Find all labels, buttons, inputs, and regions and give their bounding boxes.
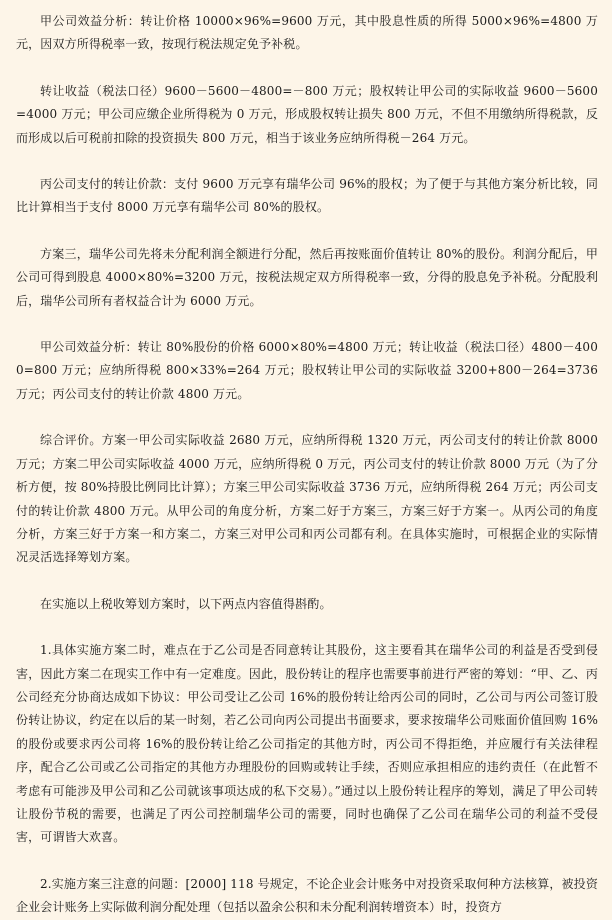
- paragraph-gap: [16, 313, 598, 336]
- paragraph-bing-payment: 丙公司支付的转让价款：支付 9600 万元享有瑞华公司 96%的股权；为了便于与其他方案分析比较，同比计算相当于支付 8000 万元享有瑞华公司 80%的股权。: [16, 177, 598, 215]
- paragraph-gap: [16, 150, 598, 173]
- paragraph-transfer-income: 转让收益（税法口径）9600－5600－4800=－800 万元；股权转让甲公司的实际收益 9600－5600=4000 万元；甲公司应缴企业所得税为 0 万元，形成股权转让损失 800 万元，不但不用缴纳所得税款，反而形成以后可税前扣除的投资损失 800 万元，相当于该业务应纳所得税－264 万元。: [16, 83, 598, 145]
- paragraph-gap: [16, 616, 598, 639]
- paragraph-gap: [16, 406, 598, 429]
- paragraph-note-one: 1.具体实施方案二时，难点在于乙公司是否同意转让其股份，这主要看其在瑞华公司的利益是否受到侵害，因此方案二在现实工作中有一定难度。因此，股份转让的程序也需要事前进行严密的筹划：“甲、乙、丙公司经充分协商达成如下协议：甲公司受让乙公司 16%的股份转让给丙公司的同时，乙公司与丙公司签订股份转让协议，约定在以后的某一时刻，若乙公司向丙公司提出书面要求，要求按瑞华公司账面价值回购 16%的股份或要求丙公司将 16%的股份转让给乙公司指定的其他方时，丙公司不得拒绝，并应履行有关法律程序，配合乙公司或乙公司指定的其他方办理股份的回购或转让手续，否则应承担相应的违约责任（在此暂不考虑有可能涉及甲公司和乙公司就该事项达成的私下交易）。”通过以上股份转让程序的筹划，满足了甲公司转让股份节税的需要，也满足了丙公司控制瑞华公司的需要，同时也确保了乙公司在瑞华公司的利益不受侵害，可谓皆大欢喜。: [16, 643, 598, 845]
- paragraph-gap: [16, 850, 598, 873]
- paragraph-jia-benefit-analysis-2: 甲公司效益分析：转让 80%股份的价格 6000×80%=4800 万元；转让收益（税法口径）4800－4000=800 万元；应纳所得税 800×33%=264 万元；股权转让甲公司的实际收益 3200+800－264=3736 万元；丙公司支付的转让价款 4800 万元。: [16, 340, 598, 401]
- paragraph-gap: [16, 57, 598, 80]
- paragraph-plan-three: 方案三，瑞华公司先将未分配利润全额进行分配，然后再按账面价值转让 80%的股份。利润分配后，甲公司可得到股息 4000×80%=3200 万元，按税法规定双方所得税率一致，分得的股息免予补税。分配股利后，瑞华公司所有者权益合计为 6000 万元。: [16, 246, 598, 308]
- paragraph-overall-evaluation: 综合评价。方案一甲公司实际收益 2680 万元，应纳所得税 1320 万元，丙公司支付的转让价款 8000 万元；方案二甲公司实际收益 4000 万元，应纳所得税 0 万元，丙公司支付的转让价款 8000 万元（为了分析方便，按 80%持股比例同比计算）；方案三甲公司实际收益 3736 万元，应纳所得税 264 万元；丙公司支付的转让价款 4800 万元。从甲公司的角度分析，方案二好于方案三，方案三好于方案一。从丙公司的角度分析，方案三好于方案一和方案二，方案三对甲公司和丙公司都有利。在具体实施时，可根据企业的实际情况灵活选择筹划方案。: [16, 433, 598, 565]
- paragraph-note-two: 2.实施方案三注意的问题：[2000] 118 号规定，不论企业会计账务中对投资采取何种方法核算，被投资企业会计账务上实际做利润分配处理（包括以盈余公积和未分配利润转增资本）时，投资方: [16, 876, 598, 915]
- paragraph-gap: [16, 220, 598, 243]
- paragraph-jia-benefit-analysis-1: 甲公司效益分析：转让价格 10000×96%=9600 万元，其中股息性质的所得 5000×96%=4800 万元，因双方所得税率一致，按现行税法规定免予补税。: [16, 14, 598, 52]
- paragraph-gap: [16, 570, 598, 593]
- paragraph-implementation-notes: 在实施以上税收筹划方案时，以下两点内容值得斟酌。: [40, 596, 332, 611]
